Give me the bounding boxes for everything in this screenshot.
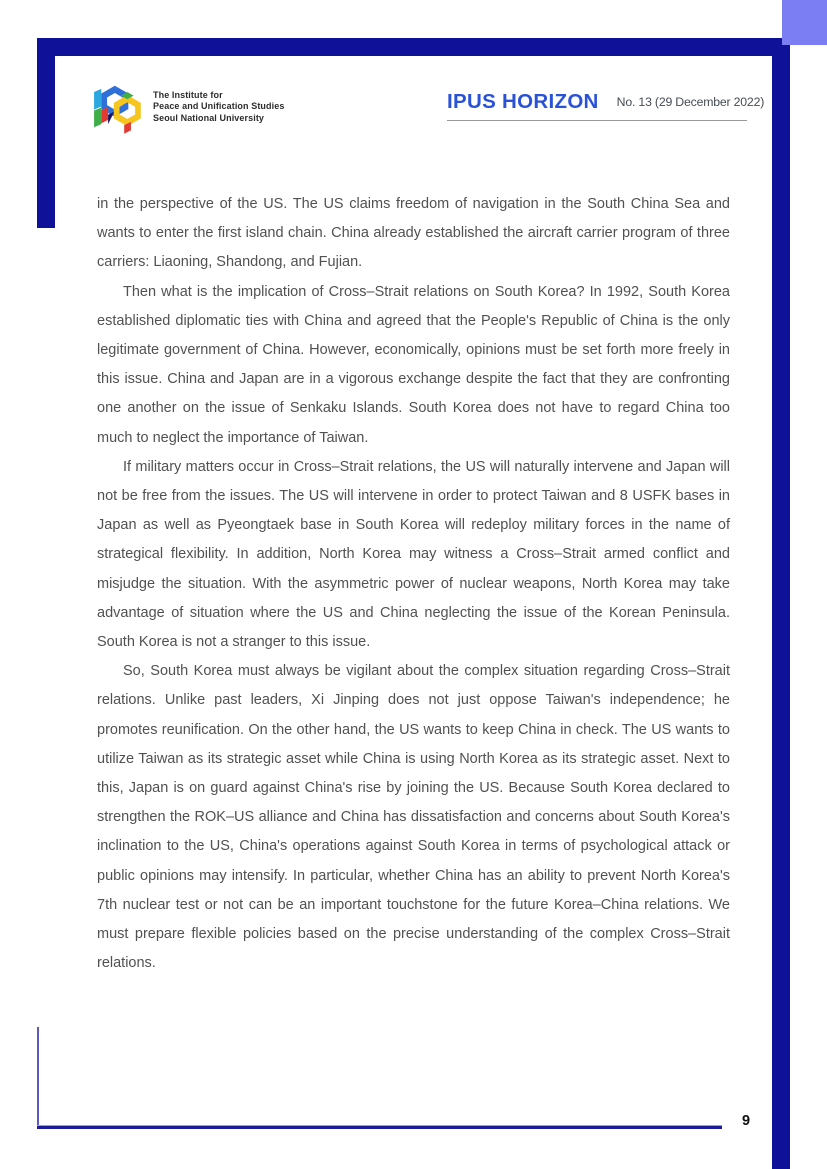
footer-vertical-rule xyxy=(37,1027,39,1127)
page-number: 9 xyxy=(741,1113,751,1129)
corner-accent-square xyxy=(782,0,827,45)
frame-right-bar xyxy=(772,38,790,1169)
institution-line-1: The Institute for xyxy=(153,89,223,100)
header-left xyxy=(92,78,284,136)
body-paragraph: Then what is the implication of Cross–Strait relations on South Korea? In 1992, South Korea established diplomatic ties with China and agreed that the People's Republic of China is the only legitimate government of China. However, economically, opinions must be set forth more freely in this issue. China and Japan are in a vigorous exchange despite the fact that they are confronting one another on the issue of Senkaku Islands. South Korea does not have to regard China too much to neglect the importance of Taiwan. xyxy=(97,283,730,446)
body-paragraph: If military matters occur in Cross–Strait relations, the US will naturally intervene and Japan will not be free from the issues. The US will intervene in order to protect Taiwan and 8 USFK bases in Japan as well as Pyeongtaek base in South Korea will redeploy military forces in the name of strategical flexibility. In addition, North Korea may witness a Cross–Strait armed conflict and misjudge the situation. With the asymmetric power of nuclear weapons, North Korea may take advantage of situation where the US and China neglecting the issue of the Korean Peninsula. South Korea is not a stranger to this issue. xyxy=(97,458,730,651)
masthead xyxy=(447,90,765,121)
frame-top-bar xyxy=(37,38,790,56)
body-paragraph: in the perspective of the US. The US claims freedom of navigation in the South China Sea and wants to enter the first island chain. China already established the aircraft carrier program of three carriers: Liaoning, Shandong, and Fujian. xyxy=(97,196,730,271)
issue-number: No. 13 (29 December 2022) xyxy=(616,95,765,109)
publication-title: IPUS HORIZON xyxy=(447,90,599,113)
footer-horizontal-rule xyxy=(37,1125,722,1129)
ipus-logo-icon xyxy=(92,78,146,136)
article-body xyxy=(97,190,730,978)
body-paragraph: So, South Korea must always be vigilant about the complex situation regarding Cross–Strait relations. Unlike past leaders, Xi Jinping does not just oppose Taiwan's independence; he promotes reunification. On the other hand, the US wants to keep China in check. The US wants to utilize Taiwan as its strategic asset while China is using North Korea as its strategic asset. Next to this, Japan is on guard against China's rise by joining the US. Because South Korea declared to strengthen the ROK–US alliance and China has dissatisfaction and concerns about South Korea's inclination to the US, China's operations against South Korea in terms of psychological attack or public opinions may intensify. In particular, whether China has an ability to prevent North Korea's 7th nuclear test or not can be an important touchstone for the future Korea–China relations. We must prepare flexible policies based on the precise understanding of the complex Cross–Strait relations. xyxy=(97,663,730,972)
institution-line-2: Peace and Unification Studies xyxy=(153,101,285,112)
institution-name xyxy=(153,90,284,125)
institution-line-3: Seoul National University xyxy=(153,112,265,123)
frame-left-bar xyxy=(37,38,55,228)
